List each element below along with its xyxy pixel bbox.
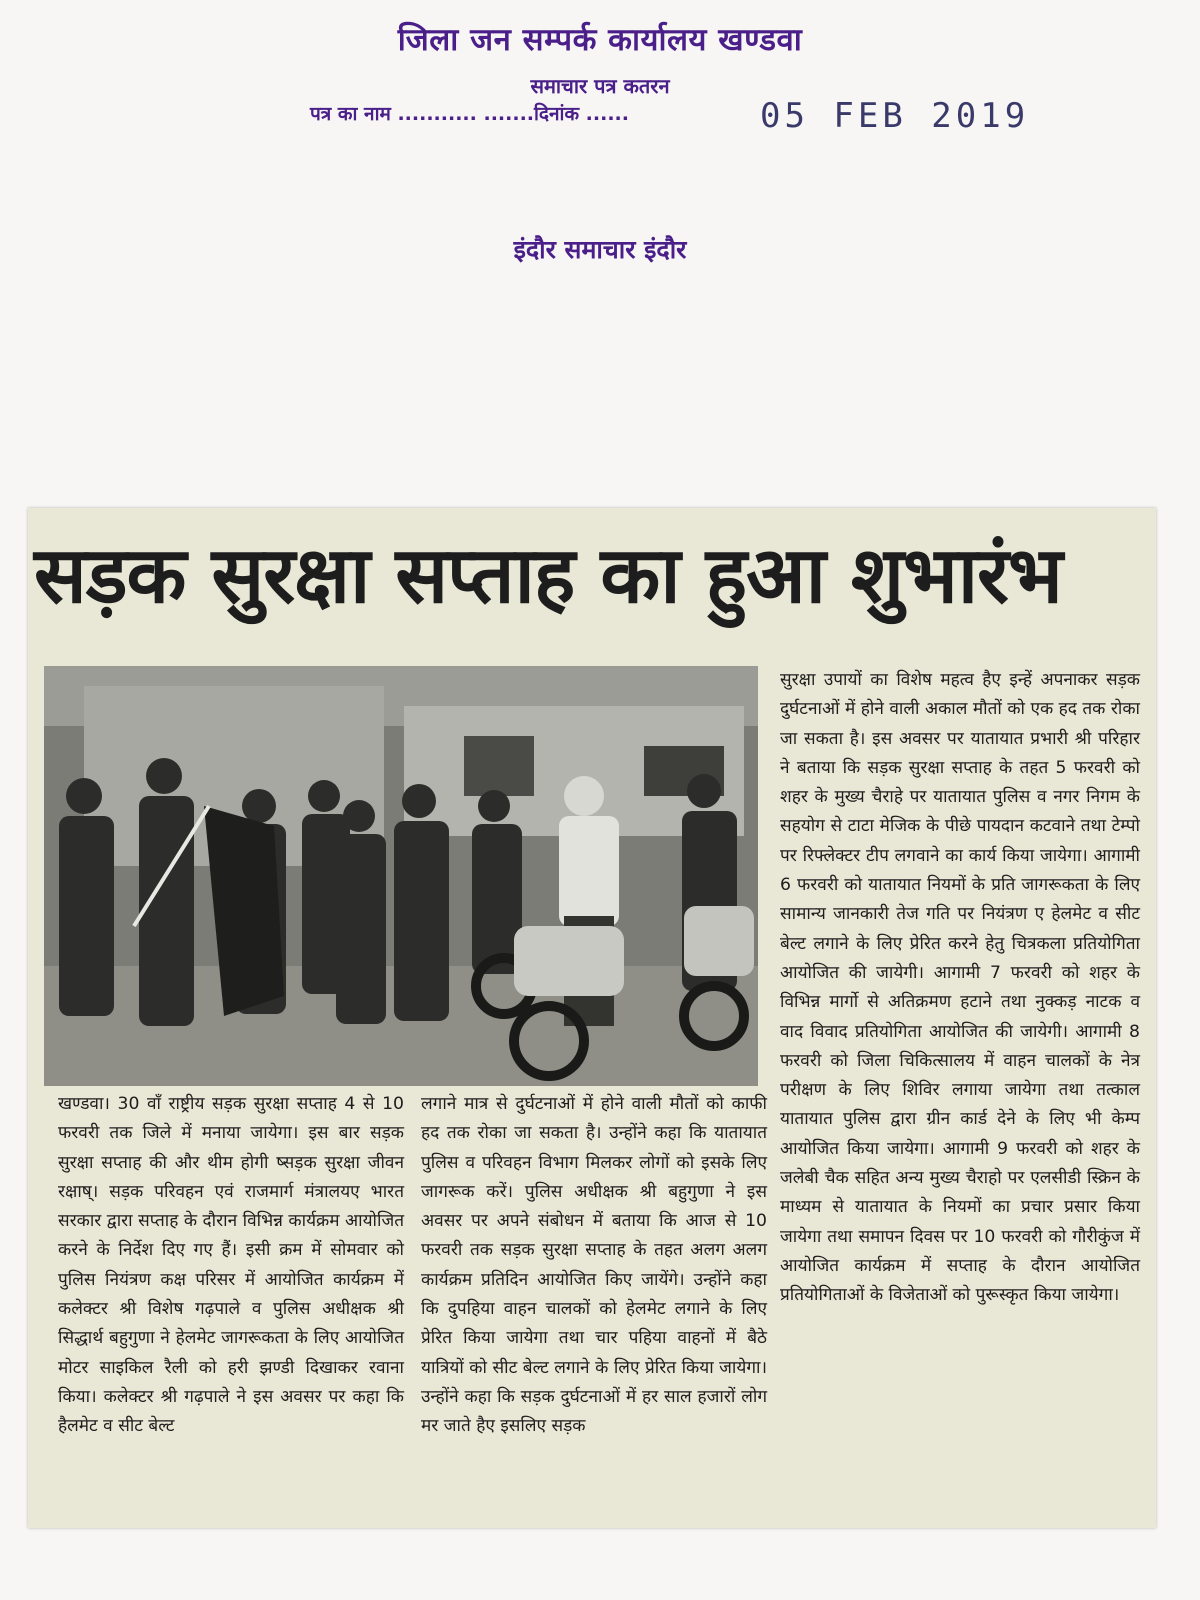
newspaper-clipping [28,508,1156,1528]
article-column-2 [421,1090,767,1442]
police-rally-photo [44,666,758,1086]
column-1-text: खण्डवा। 30 वाँ राष्ट्रीय सड़क सुरक्षा सप्ताह 4 से 10 फरवरी तक जिले में मनाया जायेगा। इस बार सड़क सुरक्षा सप्ताह की और थीम होगी ष्सड़क सुरक्षा जीवन रक्षाष्। सड़क परिवहन एवं राजमार्ग मंत्रालयए भारत सरकार द्वारा सप्ताह के दौरान विभिन्न कार्यक्रम आयोजित करने के निर्देश दिए गए हैं। इसी क्रम में सोमवार को पुलिस नियंत्रण कक्ष परिसर में आयोजित कार्यक्रम में कलेक्टर श्री विशेष गढ़पाले व पुलिस अधीक्षक श्री सिद्धार्थ बहुगुणा ने हेलमेट जागरूकता के लिए आयोजित मोटर साइकिल रैली को हरी झण्डी दिखाकर रवाना किया। कलेक्टर श्री गढ़पाले ने इस अवसर पर कहा कि हैलमेट व सीट बेल्ट [58,1094,404,1437]
clipping-date: 05 FEB 2019 [760,96,1030,136]
office-title: जिला जन सम्पर्क कार्यालय खण्डवा [397,22,803,58]
article-headline: सड़क सुरक्षा सप्ताह का हुआ शुभारंभ [34,531,1062,621]
column-3-text: सुरक्षा उपायों का विशेष महत्व हैए इन्हें अपनाकर सड़क दुर्घटनाओं में होने वाली अकाल मौतों को एक हद तक रोका जा सकता है। इस अवसर पर यातायात प्रभारी श्री परिहार ने बताया कि सड़क सुरक्षा सप्ताह के तहत 5 फरवरी को शहर के मुख्य चैराहे पर यातायात पुलिस व नगर निगम के सहयोग से टाटा मेजिक के पीछे पायदान कटवाने तथा टेम्पो पर रिफ्लेक्टर टीप लगवाने का कार्य किया जायेगा। आगामी 6 फरवरी को यातायात नियमों के प्रति जागरूकता के लिए सामान्य जानकारी तेज गति पर नियंत्रण ए हेलमेट व सीट बेल्ट लगाने के लिए प्रेरित करने हेतु चित्रकला प्रतियोगिता आयोजित की जायेगी। आगामी 7 फरवरी को शहर के विभिन्न मार्गो से अतिक्रमण हटाने तथा नुक्कड़ नाटक व वाद विवाद प्रतियोगिता आयोजित की जायेगी। आगामी 8 फरवरी को जिला चिकित्सालय में वाहन चालकों के नेत्र परीक्षण के लिए शिविर लगाया जायेगा तथा तत्काल यातायात पुलिस द्वारा ग्रीन कार्ड देने के लिए भी केम्प आयोजित किया जायेगा। आगामी 9 फरवरी को शहर के जलेबी चैक सहित अन्य मुख्य चैराहो पर एलसीडी स्क्रिन के माध्यम से यातायात के नियमों का प्रचार प्रसार किया जायेगा तथा समापन दिवस पर 10 फरवरी को गौरीकुंज में आयोजित कार्यक्रम में सप्ताह के दौरान आयोजित प्रतियोगिताओं के विजेताओं को पुरूस्कृत किया जायेगा। [780,670,1140,1306]
clipping-label: समाचार पत्र कतरन [530,74,670,98]
article-column-3 [780,666,1140,1311]
newspaper-source: इंदौर समाचार इंदौर [513,235,687,264]
news-photo [44,666,758,1086]
paper-name-date-line: पत्र का नाम ........... .......दिनांक ...... [310,103,629,125]
column-2-text: लगाने मात्र से दुर्घटनाओं में होने वाली मौतों को काफी हद तक रोका जा सकता है। उन्होंने कहा कि यातायात पुलिस व परिवहन विभाग मिलकर लोगों को इसके लिए जागरूक करें। पुलिस अधीक्षक श्री बहुगुणा ने इस अवसर पर अपने संबोधन में बताया कि आज से 10 फरवरी तक सड़क सुरक्षा सप्ताह के तहत अलग अलग कार्यक्रम प्रतिदिन आयोजित किए जायेंगे। उन्होंने कहा कि दुपहिया वाहन चालकों को हेलमेट लगाने के लिए प्रेरित किया जायेगा तथा चार पहिया वाहनों में बैठे यात्रियों को सीट बेल्ट लगाने के लिए प्रेरित किया जायेगा। उन्होंने कहा कि सड़क दुर्घटनाओं में हर साल हजारों लोग मर जाते हैए इसलिए सड़क [421,1094,767,1437]
article-column-1 [58,1090,404,1442]
